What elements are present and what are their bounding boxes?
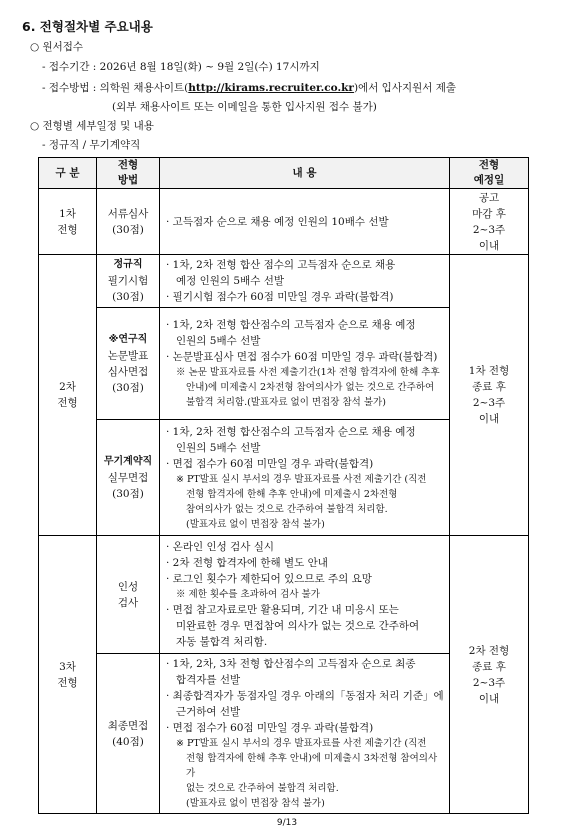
stage3-aptitude-method: 인성 검사 — [97, 536, 160, 654]
table-header-row — [39, 158, 529, 189]
schedule-table — [38, 157, 529, 814]
stage1-label: 1차 전형 — [39, 189, 97, 255]
stage3-date: 2차 전형 종료 후 2~3주 이내 — [450, 536, 529, 814]
stage1-date: 공고 마감 후 2~3주 이내 — [450, 189, 529, 255]
stage2-research-method: ※연구직 논문발표 심사면접 (30점) — [97, 308, 160, 420]
table-row — [39, 189, 529, 255]
section-title: 6. 전형절차별 주요내용 — [22, 19, 153, 34]
stage3-final-content: · 1차, 2차, 3차 전형 합산점수의 고득점자 순으로 최종 합격자를 선발 · 최종합격자가 동점자일 경우 아래의「동점자 처리 기준」에 근거하여 선발 · 면접 점수가 60점 미만일 경우 과락(불합격) ※ PT발표 실시 부서의 경우 발표자료를 사전 제출기간 (직전 전형 합격자에 한해 추후 안내)에 미제출시 3차전형 참여의사가 없는 것으로 간주하여 불합격 처리함. (발표자료 없이 면접장 참석 불가) — [160, 654, 450, 814]
page-number: 9/13 — [276, 818, 298, 828]
apply-method-note: (외부 채용사이트 또는 이메일을 통한 입사지원 접수 불가) — [112, 101, 377, 113]
table-row — [39, 255, 529, 308]
stage2-label: 2차 전형 — [39, 255, 97, 536]
header-date: 전형 예정일 — [450, 158, 529, 189]
apply-method — [42, 80, 456, 95]
stage2-written-method: 정규직 필기시험 (30점) — [97, 255, 160, 308]
apply-heading: ○ 원서접수 — [30, 41, 84, 53]
apply-url-link[interactable]: http://kirams.recruiter.co.kr — [188, 82, 354, 94]
stage1-content: · 고득점자 순으로 채용 예정 인원의 10배수 선발 — [160, 189, 450, 255]
stage2-contract-method: 무기계약직 실무면접 (30점) — [97, 420, 160, 536]
header-method: 전형 방법 — [97, 158, 160, 189]
stage2-date: 1차 전형 종료 후 2~3주 이내 — [450, 255, 529, 536]
stage2-research-content: · 1차, 2차 전형 합산점수의 고득점자 순으로 채용 예정 인원의 5배수 선발 · 논문발표심사 면접 점수가 60점 미만일 경우 과락(불합격) ※ 논문 발표자료를 사전 제출기간(1차 전형 합격자에 한해 추후 안내)에 미제출시 2차전형 참여의사가 없는 것으로 간주하여 불합격 처리함.(발표자료 없이 면접장 참석 불가) — [160, 308, 450, 420]
stage2-written-content: · 1차, 2차 전형 합산 점수의 고득점자 순으로 채용 예정 인원의 5배수 선발 · 필기시험 점수가 60점 미만일 경우 과락(불합격) — [160, 255, 450, 308]
schedule-heading: ○ 전형별 세부일정 및 내용 — [30, 120, 154, 132]
stage3-label: 3차 전형 — [39, 536, 97, 814]
header-content: 내 용 — [160, 158, 450, 189]
schedule-sub: - 정규직 / 무기계약직 — [42, 139, 141, 151]
stage3-final-method: 최종면접 (40점) — [97, 654, 160, 814]
table-row — [39, 536, 529, 654]
stage2-contract-content: · 1차, 2차 전형 합산점수의 고득점자 순으로 채용 예정 인원의 5배수 선발 · 면접 점수가 60점 미만일 경우 과락(불합격) ※ PT발표 실시 부서의 경우 발표자료를 사전 제출기간 (직전 전형 합격자에 한해 추후 안내)에 미제출시 2차전형 참여의사가 없는 것으로 간주하여 불합격 처리함. (발표자료 없이 면접장 참석 불가) — [160, 420, 450, 536]
header-category: 구 분 — [39, 158, 97, 189]
stage1-method: 서류심사 (30점) — [97, 189, 160, 255]
apply-method-prefix: - 접수방법 : 의학원 채용사이트( — [42, 82, 189, 94]
stage3-aptitude-content: · 온라인 인성 검사 실시 · 2차 전형 합격자에 한해 별도 안내 · 로그인 횟수가 제한되어 있으므로 주의 요망 ※ 제한 횟수를 초과하여 검사 불가 · 면접 참고자료로만 활용되며, 기간 내 미응시 또는 미완료한 경우 면접참여 의사가 없는 것으로 간주하여 자동 불합격 처리함. — [160, 536, 450, 654]
apply-method-suffix: )에서 입사지원서 제출 — [353, 82, 457, 94]
apply-period: - 접수기간 : 2026년 8월 18일(화) ~ 9월 2일(수) 17시까지 — [42, 61, 320, 73]
